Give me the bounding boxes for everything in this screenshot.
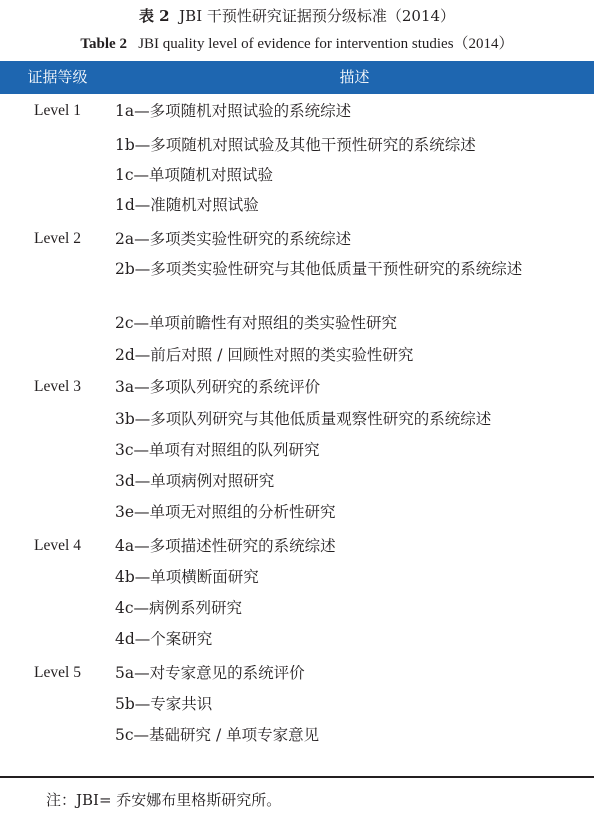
description-cell: 2d—前后对照 / 回顾性对照的类实验性研究 <box>115 346 414 364</box>
description-cell: 1a—多项随机对照试验的系统综述 <box>115 102 352 120</box>
table-row <box>0 724 594 758</box>
header-evidence-level: 证据等级 <box>27 68 88 86</box>
table-row <box>0 376 594 408</box>
table-row <box>0 312 594 344</box>
description-cell: 3c—单项有对照组的队列研究 <box>115 441 320 459</box>
description-cell: 4c—病例系列研究 <box>115 599 243 617</box>
table-title-cn-text: JBI 干预性研究证据预分级标准（2014） <box>179 7 456 25</box>
table-row <box>0 662 594 693</box>
description-cell: 2a—多项类实验性研究的系统综述 <box>115 230 352 248</box>
table-row <box>0 258 594 312</box>
header-description: 描述 <box>339 68 370 86</box>
table-title-cn <box>0 6 594 26</box>
table-row <box>0 228 594 258</box>
description-cell: 5c—基础研究 / 单项专家意见 <box>115 726 320 744</box>
evidence-level-cell: Level 2 <box>34 230 81 247</box>
description-cell: 5b—专家共识 <box>115 695 213 713</box>
description-cell: 5a—对专家意见的系统评价 <box>115 664 305 682</box>
description-cell: 2b—多项类实验性研究与其他低质量干预性研究的系统综述 <box>115 260 523 278</box>
table-note: 注：JBI= 乔安娜布里格斯研究所。 <box>46 791 282 809</box>
table-title-en-text: JBI quality level of evidence for intervention studies（2014） <box>138 36 514 52</box>
table-row <box>0 100 594 130</box>
table-title-en <box>0 34 594 54</box>
table-row <box>0 344 594 376</box>
description-cell: 2c—单项前瞻性有对照组的类实验性研究 <box>115 314 398 332</box>
description-cell: 3e—单项无对照组的分析性研究 <box>115 503 336 521</box>
table-row <box>0 408 594 439</box>
table-row <box>0 164 594 194</box>
description-cell: 3a—多项队列研究的系统评价 <box>115 378 321 396</box>
table-row <box>0 194 594 224</box>
description-cell: 4d—个案研究 <box>115 630 213 648</box>
table-row <box>0 597 594 628</box>
table-row <box>0 693 594 724</box>
table-row <box>0 439 594 470</box>
table-row <box>0 134 594 164</box>
table-label-cn: 表 2 <box>138 7 170 25</box>
table-row <box>0 628 594 662</box>
description-cell: 3d—单项病例对照研究 <box>115 472 275 490</box>
table-label-en: Table 2 <box>80 36 127 52</box>
description-cell: 1c—单项随机对照试验 <box>115 166 274 184</box>
evidence-level-cell: Level 1 <box>34 102 81 119</box>
description-cell: 4b—单项横断面研究 <box>115 568 259 586</box>
table-row <box>0 535 594 566</box>
table-bottom-rule <box>0 776 594 778</box>
evidence-level-cell: Level 4 <box>34 537 81 554</box>
table-row <box>0 470 594 501</box>
description-cell: 1b—多项随机对照试验及其他干预性研究的系统综述 <box>115 136 476 154</box>
description-cell: 4a—多项描述性研究的系统综述 <box>115 537 336 555</box>
evidence-level-cell: Level 3 <box>34 378 81 395</box>
table-row <box>0 566 594 597</box>
evidence-level-cell: Level 5 <box>34 664 81 681</box>
table-header <box>0 61 594 94</box>
description-cell: 1d—准随机对照试验 <box>115 196 259 214</box>
table-row <box>0 501 594 535</box>
description-cell: 3b—多项队列研究与其他低质量观察性研究的系统综述 <box>115 410 492 428</box>
